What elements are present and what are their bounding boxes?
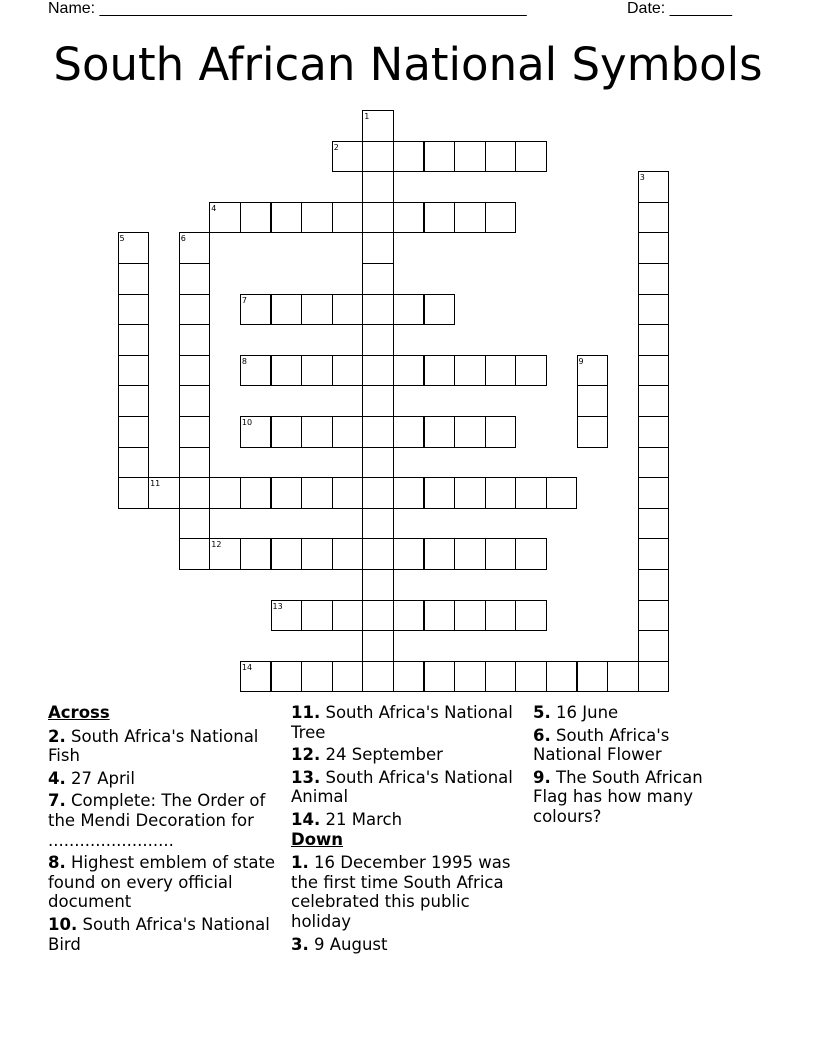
grid-cell[interactable]: [332, 477, 364, 509]
grid-cell[interactable]: [485, 141, 517, 173]
clue-across-10: [48, 915, 276, 954]
clue-text: South Africa's National Animal: [291, 767, 513, 807]
grid-cell[interactable]: [485, 600, 517, 632]
grid-cell[interactable]: [332, 202, 364, 234]
grid-cell[interactable]: [638, 385, 670, 417]
grid-cell[interactable]: [638, 202, 670, 234]
clue-number: 12.: [291, 745, 321, 765]
grid-cell[interactable]: [424, 294, 456, 326]
clue-text: Complete: The Order of the Mendi Decoration for ........................: [48, 791, 266, 850]
clue-text: 16 December 1995 was the first time South Africa celebrated this public holiday: [291, 853, 511, 931]
grid-cell[interactable]: [118, 447, 150, 479]
grid-cell[interactable]: [362, 355, 394, 387]
clue-down-6: [533, 726, 733, 765]
grid-cell[interactable]: [515, 661, 547, 693]
grid-cell[interactable]: [179, 385, 211, 417]
grid-cell[interactable]: [485, 661, 517, 693]
clues-column-2: [291, 703, 523, 954]
clues-column-1: [48, 703, 276, 954]
grid-cell[interactable]: [485, 538, 517, 570]
grid-cell[interactable]: [485, 355, 517, 387]
grid-cell[interactable]: [179, 324, 211, 356]
grid-cell[interactable]: [301, 294, 333, 326]
clue-number: 14.: [291, 809, 321, 829]
grid-cell[interactable]: [362, 661, 394, 693]
grid-cell[interactable]: [301, 477, 333, 509]
grid-cell[interactable]: [332, 600, 364, 632]
grid-cell[interactable]: [485, 477, 517, 509]
clue-across-14: [291, 810, 523, 830]
grid-cell[interactable]: [362, 630, 394, 662]
clue-down-5: [533, 703, 733, 723]
grid-cell[interactable]: [454, 661, 486, 693]
clue-start-number: 14: [241, 662, 253, 672]
grid-cell[interactable]: [362, 600, 394, 632]
grid-cell[interactable]: [424, 355, 456, 387]
page-title: South African National Symbols: [53, 38, 763, 91]
grid-cell[interactable]: [454, 355, 486, 387]
name-field[interactable]: Name: ________________________________________________: [48, 0, 527, 17]
grid-cell[interactable]: [454, 538, 486, 570]
grid-cell[interactable]: [638, 661, 670, 693]
clue-number: 9.: [533, 767, 551, 787]
grid-cell[interactable]: [332, 538, 364, 570]
grid-cell[interactable]: [638, 477, 670, 509]
grid-cell[interactable]: [271, 294, 303, 326]
grid-cell[interactable]: [577, 416, 609, 448]
grid-cell[interactable]: [271, 416, 303, 448]
grid-cell[interactable]: [393, 538, 425, 570]
grid-cell[interactable]: [638, 416, 670, 448]
grid-cell[interactable]: [454, 477, 486, 509]
grid-cell[interactable]: [118, 416, 150, 448]
grid-cell[interactable]: [638, 600, 670, 632]
clue-down-3: [291, 935, 523, 955]
grid-cell[interactable]: [515, 600, 547, 632]
clue-text: 21 March: [325, 809, 403, 829]
grid-cell[interactable]: [179, 263, 211, 295]
grid-cell[interactable]: [271, 477, 303, 509]
grid-cell[interactable]: [546, 661, 578, 693]
clue-start-number: 2: [333, 142, 339, 152]
clue-start-number: 5: [119, 234, 125, 244]
clue-number: 10.: [48, 914, 78, 934]
grid-cell[interactable]: [362, 232, 394, 264]
clue-start-number: 8: [241, 356, 247, 366]
grid-cell[interactable]: [454, 141, 486, 173]
grid-cell[interactable]: [393, 477, 425, 509]
grid-cell[interactable]: [332, 294, 364, 326]
clue-number: 11.: [291, 703, 321, 722]
grid-cell[interactable]: [454, 416, 486, 448]
grid-cell[interactable]: [362, 477, 394, 509]
grid-cell[interactable]: [638, 355, 670, 387]
grid-cell[interactable]: [118, 355, 150, 387]
grid-cell[interactable]: [118, 294, 150, 326]
grid-cell[interactable]: [362, 171, 394, 203]
clue-across-13: [291, 768, 523, 807]
grid-cell[interactable]: [362, 538, 394, 570]
grid-cell[interactable]: [515, 141, 547, 173]
grid-cell[interactable]: [301, 600, 333, 632]
grid-cell[interactable]: [424, 416, 456, 448]
clue-across-11: [291, 703, 523, 742]
grid-cell[interactable]: [393, 416, 425, 448]
grid-cell[interactable]: [638, 538, 670, 570]
clues-column-3: [533, 703, 733, 827]
grid-cell[interactable]: [271, 661, 303, 693]
grid-cell[interactable]: [209, 477, 241, 509]
grid-cell[interactable]: [240, 202, 272, 234]
grid-cell[interactable]: [515, 355, 547, 387]
grid-cell[interactable]: [118, 477, 150, 509]
date-field[interactable]: Date: _______: [627, 0, 732, 17]
grid-cell[interactable]: [577, 661, 609, 693]
grid-cell[interactable]: [301, 355, 333, 387]
grid-cell[interactable]: [454, 600, 486, 632]
grid-cell[interactable]: [271, 538, 303, 570]
clue-text: 24 September: [325, 745, 443, 765]
grid-cell[interactable]: [240, 538, 272, 570]
grid-cell[interactable]: [301, 416, 333, 448]
grid-cell[interactable]: [638, 508, 670, 540]
grid-cell[interactable]: [362, 508, 394, 540]
grid-cell[interactable]: [332, 661, 364, 693]
grid-cell[interactable]: [179, 477, 211, 509]
grid-cell[interactable]: [179, 538, 211, 570]
grid-cell[interactable]: [638, 263, 670, 295]
clue-start-number: 6: [180, 234, 186, 244]
clue-text: South Africa's National Fish: [48, 726, 259, 766]
grid-cell[interactable]: [515, 477, 547, 509]
grid-cell[interactable]: [301, 202, 333, 234]
grid-cell[interactable]: [179, 355, 211, 387]
grid-cell[interactable]: [424, 538, 456, 570]
grid-cell[interactable]: [577, 385, 609, 417]
clue-down-1: [291, 853, 523, 931]
grid-cell[interactable]: [393, 202, 425, 234]
clue-number: 13.: [291, 767, 321, 787]
grid-cell[interactable]: [638, 232, 670, 264]
grid-cell[interactable]: [118, 324, 150, 356]
clue-number: 6.: [533, 725, 551, 745]
grid-cell[interactable]: [179, 294, 211, 326]
grid-cell[interactable]: [607, 661, 639, 693]
grid-cell[interactable]: [485, 202, 517, 234]
grid-cell[interactable]: [301, 538, 333, 570]
grid-cell[interactable]: [393, 661, 425, 693]
grid-cell[interactable]: [362, 324, 394, 356]
grid-cell[interactable]: [179, 416, 211, 448]
grid-cell[interactable]: [362, 447, 394, 479]
grid-cell[interactable]: [638, 569, 670, 601]
grid-cell[interactable]: [424, 202, 456, 234]
grid-cell[interactable]: [424, 661, 456, 693]
grid-cell[interactable]: [393, 355, 425, 387]
grid-cell[interactable]: [362, 294, 394, 326]
clue-across-2: [48, 727, 276, 766]
grid-cell[interactable]: [424, 600, 456, 632]
clue-text: 9 August: [314, 934, 388, 954]
grid-cell[interactable]: [424, 477, 456, 509]
clue-start-number: 9: [578, 356, 584, 366]
grid-cell[interactable]: [454, 202, 486, 234]
clue-text: The South African Flag has how many colours?: [533, 767, 703, 826]
clue-text: 27 April: [71, 768, 135, 788]
grid-cell[interactable]: [332, 416, 364, 448]
grid-cell[interactable]: [362, 569, 394, 601]
grid-cell[interactable]: [638, 294, 670, 326]
grid-cell[interactable]: [179, 508, 211, 540]
down-heading: Down: [291, 829, 344, 849]
grid-cell[interactable]: [240, 477, 272, 509]
clue-start-number: 11: [150, 479, 161, 489]
clue-across-7: [48, 791, 276, 850]
across-heading: Across: [48, 703, 110, 722]
grid-cell[interactable]: [546, 477, 578, 509]
clue-text: South Africa's National Tree: [291, 703, 513, 742]
clue-number: 3.: [291, 934, 309, 954]
grid-cell[interactable]: [332, 355, 364, 387]
clue-number: 7.: [48, 791, 66, 811]
clue-number: 2.: [48, 726, 66, 746]
clue-start-number: 1: [364, 112, 370, 121]
clue-across-4: [48, 769, 276, 789]
grid-cell[interactable]: [362, 416, 394, 448]
clue-start-number: 7: [241, 295, 247, 305]
grid-cell[interactable]: [362, 202, 394, 234]
clue-start-number: 10: [241, 418, 253, 427]
clue-start-number: 4: [211, 203, 217, 213]
clue-down-9: [533, 768, 733, 827]
grid-cell[interactable]: [638, 324, 670, 356]
grid-cell[interactable]: [362, 263, 394, 295]
grid-cell[interactable]: [393, 600, 425, 632]
grid-cell[interactable]: [515, 538, 547, 570]
grid-cell[interactable]: [179, 447, 211, 479]
clue-text: South Africa's National Bird: [48, 914, 270, 954]
clue-text: 16 June: [556, 703, 619, 722]
grid-cell[interactable]: [638, 630, 670, 662]
grid-cell[interactable]: [362, 385, 394, 417]
clue-text: Highest emblem of state found on every official document: [48, 853, 276, 912]
clue-text: South Africa's National Flower: [533, 725, 670, 765]
grid-cell[interactable]: [424, 141, 456, 173]
clue-number: 1.: [291, 853, 309, 873]
clue-number: 4.: [48, 768, 66, 788]
clue-number: 8.: [48, 853, 66, 873]
grid-cell[interactable]: [362, 141, 394, 173]
grid-cell[interactable]: [485, 416, 517, 448]
clue-number: 5.: [533, 703, 551, 722]
grid-cell[interactable]: [301, 661, 333, 693]
grid-cell[interactable]: [271, 202, 303, 234]
grid-cell[interactable]: [393, 141, 425, 173]
clue-start-number: 13: [272, 601, 283, 611]
clue-across-12: [291, 745, 523, 765]
grid-cell[interactable]: [118, 263, 150, 295]
clue-start-number: 12: [211, 540, 222, 550]
grid-cell[interactable]: [393, 294, 425, 326]
clue-start-number: 3: [639, 173, 645, 183]
grid-cell[interactable]: [638, 447, 670, 479]
clue-across-8: [48, 853, 276, 912]
grid-cell[interactable]: [271, 355, 303, 387]
grid-cell[interactable]: [118, 385, 150, 417]
